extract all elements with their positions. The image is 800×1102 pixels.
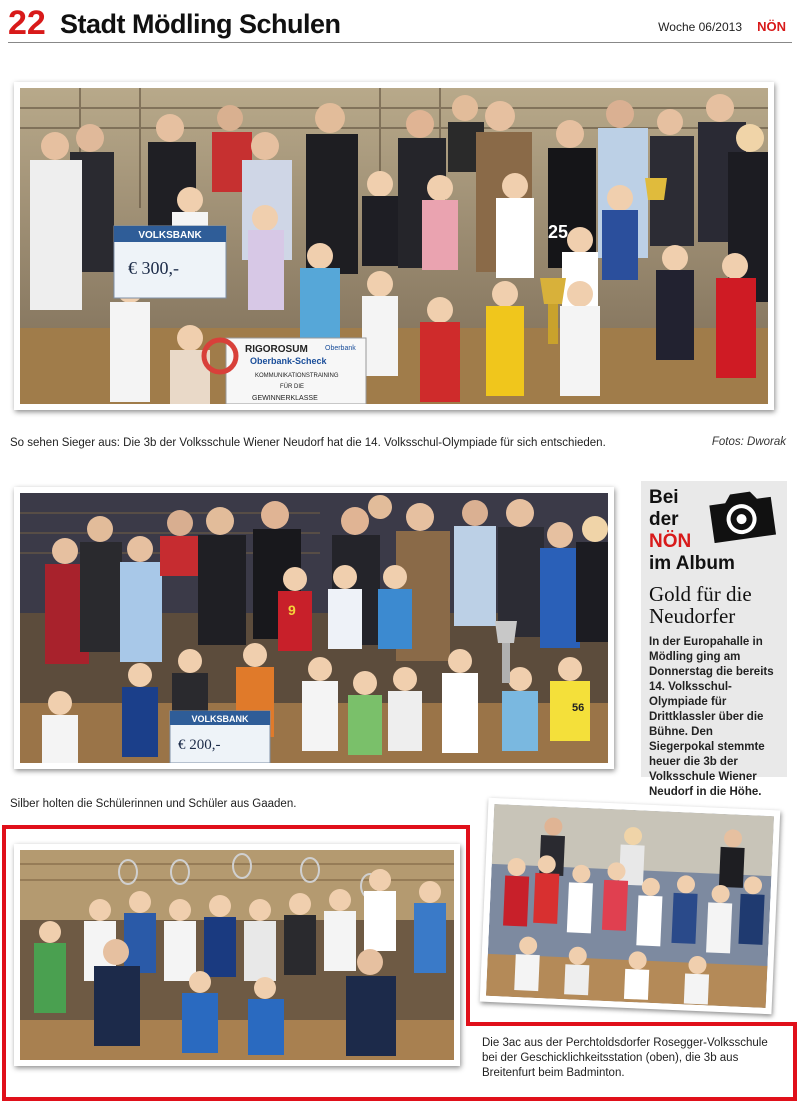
sign-title: Oberbank-Scheck (250, 356, 327, 366)
section-title: Stadt Mödling Schulen (60, 9, 341, 39)
sign-bank: Oberbank (325, 345, 356, 352)
sign-line-1: KOMMUNIKATIONSTRAINING (255, 373, 339, 379)
photo-skills-image (20, 850, 454, 1060)
camera-icon (705, 485, 779, 543)
cheque-bank-name-2: VOLKSBANK (191, 714, 249, 724)
cheque-bank-name: VOLKSBANK (138, 230, 202, 241)
album-sidebar (641, 481, 787, 798)
sign-line-3: GEWINNERKLASSE (252, 395, 318, 402)
photo-winners-image (20, 88, 768, 404)
photo-badminton (480, 798, 781, 1015)
photo-winners (14, 82, 774, 410)
header-rule (8, 42, 792, 43)
jersey-number: 25 (548, 222, 569, 242)
cheque-amount: € 300,- (128, 258, 179, 278)
page-number: 22 (8, 4, 46, 42)
highlight-frame-step (466, 1022, 797, 1026)
oberbank-sign (204, 338, 366, 404)
photo-skills (14, 844, 460, 1066)
album-bei: Bei (649, 487, 679, 508)
issue-week: Woche 06/2013 (658, 20, 742, 34)
cheque-amount-2: € 200,- (178, 737, 221, 753)
photo-credit: Fotos: Dworak (711, 436, 786, 448)
jersey-number-2: 9 (288, 602, 296, 618)
caption-winners: So sehen Sieger aus: Die 3b der Volksschule Wiener Neudorf hat die 14. Volksschul-Olympiade für sich entschieden. (10, 437, 606, 449)
cheque-board-2 (170, 711, 270, 763)
sign-brand: RIGOROSUM (245, 344, 308, 355)
sign-line-2: FÜR DIE (280, 384, 304, 390)
cheque-board (114, 226, 226, 298)
photo-silver-image (20, 493, 608, 763)
photo-badminton-image (486, 804, 774, 1008)
jersey-number-3: 56 (572, 702, 585, 714)
caption-skills: Die 3ac aus der Perchtoldsdorfer Rosegger-Volksschule bei der Geschicklichkeitsstation (oben), die 3b aus Breitenfurt beim Badminton. (482, 1037, 768, 1079)
highlight-frame-right (466, 825, 470, 1026)
album-headline: Gold für die Neudorfer (649, 582, 752, 628)
brand-logo-text: NÖN (757, 19, 786, 34)
album-noen: NÖN (649, 531, 692, 552)
album-der: der (649, 509, 679, 530)
album-im-album: im Album (649, 553, 735, 574)
photo-silver (14, 487, 614, 769)
album-body: In der Europahalle in Mödling ging am Donnerstag die bereits 14. Volksschul-Olympiade für Drittklassler über die Bühne. Den Siegerpokal stemmte heuer die 3b der Volksschule Wiener Neudorf in die Höhe. (649, 636, 774, 798)
caption-silver: Silber holten die Schülerinnen und Schüler aus Gaaden. (10, 798, 297, 810)
